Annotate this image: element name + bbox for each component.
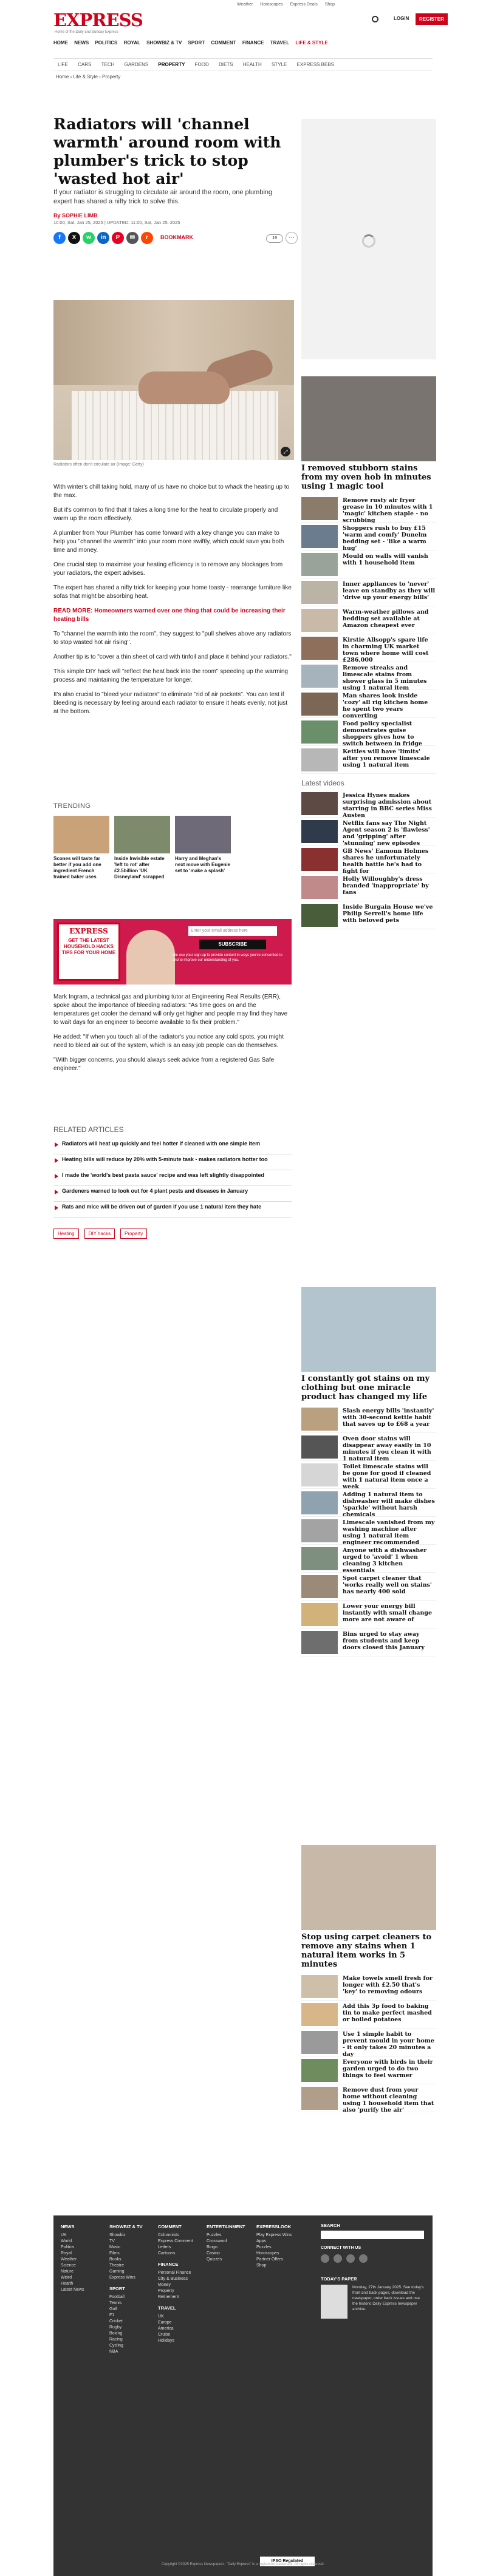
advert-slot	[301, 119, 436, 359]
promo-image	[126, 930, 175, 985]
video-item[interactable]	[301, 846, 436, 873]
video-thumbnail	[301, 820, 338, 843]
paragraph: It's also crucial to "bleed your radiators" to eliminate "rid of air pockets". You can test if bleeding is necessary by feeling around each radiator to ensure it heats evenly, not just at the bottom.	[53, 691, 288, 715]
footer-heading[interactable]: SPORT	[109, 2286, 125, 2291]
subnav-style[interactable]: STYLE	[272, 62, 287, 67]
paragraph: To "channel the warmth into the room", they suggest to "pull shelves above any radiators to stop wasted hot air rising".	[53, 631, 292, 646]
sidebar-item[interactable]	[301, 2084, 436, 2112]
sidebar-item-title: Bins urged to stay away from students and keep doors closed this January	[343, 1631, 425, 1651]
thumbnail	[301, 1575, 338, 1598]
trending-card[interactable]	[114, 816, 170, 895]
sidebar-block-3	[301, 1845, 436, 2112]
sidebar-item[interactable]	[301, 606, 436, 634]
more-options-icon[interactable]: ⋯	[286, 232, 298, 244]
todays-paper	[321, 2276, 424, 2311]
footer-link[interactable]: Puzzles	[207, 2233, 222, 2237]
footer-link[interactable]: Letters	[158, 2245, 171, 2249]
footer-heading[interactable]: NEWS	[61, 2224, 75, 2229]
sidebar-item[interactable]	[301, 690, 436, 718]
logo-tagline: Home of the Daily and Sunday Express	[55, 30, 118, 34]
sidebar-item-title: Limescale vanished from my washing machine after using 1 natural item engineer recommended	[343, 1519, 435, 1546]
paragraph: Mark Ingram, a technical gas and plumbing tutor at Engineering Real Results (ERR), spoke about the importance of bleeding radiators: "As time goes on and the temperatures get cooler the demand will only get higher and people may find they have to wait days for an engineer to become available to fix their problem."	[53, 994, 288, 1026]
video-thumbnail	[301, 792, 338, 815]
related-item[interactable]: I made the 'world's best pasta sauce' recipe and was left slightly disappointed	[53, 1170, 292, 1186]
footer-link[interactable]: Columnists	[158, 2233, 179, 2237]
pinterest-icon[interactable]: P	[112, 232, 124, 244]
tag-diy-hacks[interactable]: DIY hacks	[84, 1229, 115, 1239]
footer-link[interactable]: Politics	[61, 2245, 75, 2249]
video-title: Inside Burgain House we've Philip Serrell's home life with beloved pets	[343, 904, 433, 924]
thumbnail	[301, 525, 338, 548]
thumbnail	[301, 1603, 338, 1626]
footer-link[interactable]: Play Express Wins	[256, 2233, 292, 2237]
subnav-bebs[interactable]: EXPRESS BEBS	[296, 62, 334, 67]
nav-news[interactable]: NEWS	[74, 40, 89, 46]
footer-link[interactable]: Personal Finance	[158, 2271, 191, 2275]
trending-heading: TRENDING	[53, 802, 91, 810]
breadcrumb[interactable]: Home › Life & Style › Property	[56, 74, 121, 80]
subnav-life[interactable]: LIFE	[58, 62, 68, 67]
reddit-icon[interactable]: r	[141, 232, 153, 244]
bookmark-button[interactable]: BOOKMARK	[160, 234, 193, 240]
thumbnail	[301, 2087, 338, 2110]
thumbnail	[301, 1463, 338, 1486]
email-input[interactable]: Enter your email address here	[188, 926, 277, 936]
sidebar-item[interactable]	[301, 634, 436, 662]
sidebar-item[interactable]	[301, 1545, 436, 1573]
footer-link[interactable]: Latest News	[61, 2288, 84, 2292]
sidebar-item[interactable]	[301, 1461, 436, 1489]
register-button[interactable]: REGISTER	[416, 13, 448, 25]
top-link-shop[interactable]: Shop	[324, 2, 335, 7]
paragraph: He added: "If when you touch all of the radiator's you notice any cold spots, you might need to bleed air out of the system, which is an easy job people can do themselves.	[53, 1034, 284, 1049]
sidebar-item[interactable]	[301, 718, 436, 746]
thumbnail	[301, 1975, 338, 1998]
thumbnail	[301, 2031, 338, 2054]
footer-link[interactable]: Books	[109, 2257, 122, 2262]
thumbnail	[301, 1408, 338, 1431]
trending-thumbnail	[114, 816, 170, 853]
trending-thumbnail	[53, 816, 109, 853]
sidebar-item-title: Adding 1 natural item to dishwasher will make dishes 'sparkle' without harsh chemicals	[343, 1491, 435, 1518]
footer-heading[interactable]: COMMENT	[158, 2224, 182, 2229]
footer-link[interactable]: Tennis	[109, 2301, 122, 2305]
paragraph: This simple DIY hack will "reflect the heat back into the room" speeding up the warming process and maintaining the temperature for longer.	[53, 668, 288, 683]
footer-link[interactable]: Golf	[109, 2307, 117, 2311]
footer-heading[interactable]: ENTERTAINMENT	[207, 2224, 245, 2229]
nav-travel[interactable]: TRAVEL	[270, 40, 290, 46]
sidebar-item-title: Remove streaks and limescale stains from shower glass in 5 minutes using 1 natural item	[343, 665, 427, 691]
footer-col-expresslook	[256, 2224, 292, 2269]
paragraph: Another tip is to "cover a thin sheet of card with tinfoil and place it behind your radiators."	[53, 654, 292, 660]
sidebar-feature-title[interactable]: I removed stubborn stains from my oven hob in minutes using 1 magic tool	[301, 464, 431, 491]
youtube-icon[interactable]	[359, 2254, 368, 2263]
footer-link[interactable]: City & Business	[158, 2277, 188, 2281]
footer-link[interactable]: Gaming	[109, 2269, 125, 2274]
footer-link[interactable]: F1	[109, 2313, 115, 2317]
footer-col-comment	[158, 2224, 193, 2344]
trending-title: Inside Invisible estate 'left to rot' after £2.5billion 'UK Disneyland' scrapped	[114, 856, 165, 880]
sidebar-item[interactable]	[301, 578, 436, 606]
promo-logo: EXPRESS	[69, 927, 108, 935]
whatsapp-icon[interactable]: w	[83, 232, 95, 244]
sidebar-item[interactable]	[301, 1629, 436, 1656]
footer-link[interactable]: Property	[158, 2289, 174, 2293]
sidebar-feature-image[interactable]	[301, 1845, 436, 1930]
footer-search-input[interactable]	[321, 2231, 424, 2239]
read-more-link[interactable]: READ MORE: Homeowners warned over one thing that could be increasing their heating bills	[53, 608, 286, 623]
masthead	[53, 6, 444, 46]
footer-link[interactable]: Football	[109, 2295, 125, 2299]
sidebar-item-title: Lower your energy bill instantly with small change more are not aware of	[343, 1603, 433, 1623]
subnav-cars[interactable]: CARS	[78, 62, 92, 67]
article-body-continued	[53, 993, 292, 1079]
footer-link[interactable]: TV	[109, 2239, 115, 2243]
social-icons	[321, 2254, 370, 2265]
footer-link[interactable]: Music	[109, 2245, 121, 2249]
trending-row	[53, 816, 292, 895]
footer-link[interactable]: Cycling	[109, 2344, 123, 2348]
footer-search-heading: SEARCH	[321, 2223, 340, 2228]
footer-link[interactable]: World	[61, 2239, 72, 2243]
sidebar-item[interactable]	[301, 1573, 436, 1601]
nav-comment[interactable]: COMMENT	[211, 40, 236, 46]
sidebar-feature-title[interactable]: I constantly got stains on my clothing but one miracle product has changed my life	[301, 1374, 430, 1402]
article-dates: 10:00, Sat, Jan 25, 2025 | UPDATED: 11:00, Sat, Jan 25, 2025	[53, 220, 180, 225]
sidebar-feature-title[interactable]: Stop using carpet cleaners to remove any stains when 1 natural item works in 5 minutes	[301, 1933, 432, 1969]
footer-link[interactable]: Express Comment	[158, 2239, 193, 2243]
sidebar-item[interactable]	[301, 2029, 436, 2056]
footer-link[interactable]: Films	[109, 2251, 120, 2256]
footer-link[interactable]: Racing	[109, 2337, 123, 2342]
footer-link[interactable]: Europe	[158, 2320, 172, 2325]
login-link[interactable]: LOGIN	[394, 16, 409, 21]
paragraph: But it's common to find that it takes a long time for the heat to circulate properly and warm up the room effectively.	[53, 507, 278, 522]
linkedin-icon[interactable]: in	[97, 232, 109, 244]
sidebar-item-title: Kirstie Allsopp's spare life in charming UK market town where home will cost £286,000	[343, 637, 429, 663]
image-caption: Radiators often don't circulate air (Image: Getty)	[53, 463, 144, 467]
sidebar-item-title: Man shares look inside 'cozy' all rig kitchen home he spent two years converting	[343, 693, 428, 719]
paragraph: The expert has shared a nifty trick for keeping your home toasty - rearrange furniture like sofas that might be absorbing heat.	[53, 585, 292, 600]
nav-politics[interactable]: POLITICS	[95, 40, 118, 46]
sidebar-item-title: Kettles will have 'limits' after you remove limescale using 1 natural item	[343, 748, 430, 768]
sidebar-item[interactable]	[301, 1405, 436, 1433]
topic-tags	[53, 1229, 292, 1239]
trending-card[interactable]	[175, 816, 231, 895]
footer-link[interactable]: Royal	[61, 2251, 72, 2256]
subnav-health[interactable]: HEALTH	[242, 62, 262, 67]
footer-link[interactable]: Theatre	[109, 2263, 125, 2268]
paragraph: One crucial step to maximise your heating efficiency is to remove any blockages from your radiators, the expert advises.	[53, 561, 283, 577]
video-title: Netflix fans say The Night Agent season 2 is 'flawless' and 'gripping' after 'stunning' new episodes	[343, 820, 430, 847]
video-title: Jessica Hynes makes surprising admission about starring in BBC series Miss Austen	[343, 792, 432, 819]
footer-link[interactable]: Nature	[61, 2269, 74, 2274]
sidebar-item[interactable]	[301, 1517, 436, 1545]
site-footer	[53, 2215, 433, 2576]
footer-link[interactable]: Showbiz	[109, 2233, 126, 2237]
tag-heating[interactable]: Heating	[53, 1229, 79, 1239]
subnav-diets[interactable]: DIETS	[219, 62, 233, 67]
footer-heading[interactable]: FINANCE	[158, 2262, 179, 2267]
footer-col-showbiz	[109, 2224, 143, 2355]
footer-link[interactable]: Bingo	[207, 2245, 217, 2249]
paper-front-page[interactable]	[321, 2285, 347, 2319]
nav-finance[interactable]: FINANCE	[242, 40, 264, 46]
subnav-property[interactable]: PROPERTY	[158, 62, 185, 67]
footer-link[interactable]: Holidays	[158, 2339, 174, 2343]
thumbnail	[301, 1519, 338, 1542]
video-item[interactable]	[301, 873, 436, 901]
footer-link[interactable]: UK	[61, 2233, 67, 2237]
promo-disclaimer: We use your sign-up to provide content in ways you've consented to and to improve our understanding of you.	[173, 954, 282, 962]
related-item[interactable]: Heating bills will reduce by 20% with 5-minute task - makes radiators hotter too	[53, 1154, 292, 1170]
promo-title: GET THE LATEST HOUSEHOLD HACKS TIPS FOR YOUR HOME	[61, 938, 116, 955]
footer-link[interactable]: Health	[61, 2282, 74, 2286]
trending-title: Scones will taste far better if you add one ingredient French trained baker uses	[53, 856, 101, 880]
footer-link[interactable]: Cartoons	[158, 2251, 176, 2256]
sidebar-item-title: Oven door stains will disappear away easily in 10 minutes if you clean it with 1 natural item	[343, 1435, 431, 1462]
sidebar-item-title: Everyone with birds in their garden urged to do two things to feel warmer	[343, 2059, 433, 2079]
video-item[interactable]	[301, 790, 436, 818]
nav-home[interactable]: HOME	[53, 40, 68, 46]
video-thumbnail	[301, 904, 338, 927]
thumbnail	[301, 1435, 338, 1459]
thumbnail	[301, 693, 338, 716]
sidebar-item-title: Add this 3p food to baking tin to make perfect mashed or boiled potatoes	[343, 2003, 432, 2023]
nav-life-style[interactable]: LIFE & STYLE	[295, 40, 328, 46]
sidebar-item-title: Mould on walls will vanish with 1 household item	[343, 553, 428, 566]
search-icon[interactable]	[372, 16, 378, 22]
footer-col-news	[61, 2224, 84, 2293]
comment-count[interactable]: 19	[266, 234, 283, 243]
trending-card[interactable]	[53, 816, 109, 895]
related-item[interactable]: Radiators will heat up quickly and feel hotter if cleaned with one simple item	[53, 1139, 292, 1154]
todays-paper-heading: TODAY'S PAPER	[321, 2276, 357, 2282]
sidebar-block-1	[301, 376, 436, 929]
thumbnail	[301, 637, 338, 660]
subscribe-button[interactable]: SUBSCRIBE	[199, 940, 266, 949]
email-icon[interactable]: ✉	[126, 232, 139, 244]
footer-link[interactable]: Horoscopes	[256, 2251, 279, 2256]
sidebar-item-title: Shoppers rush to buy £15 'warm and comfy' Dunelm bedding set - 'like a warm hug'	[343, 525, 427, 552]
nav-sport[interactable]: SPORT	[188, 40, 205, 46]
top-link-weather[interactable]: Weather	[237, 2, 253, 7]
footer-link[interactable]: Apps	[256, 2239, 266, 2243]
promo-card	[57, 923, 120, 981]
article-headline: Radiators will 'channel warmth' around room with plumber's trick to stop 'wasted hot air'	[53, 115, 281, 188]
sub-nav	[53, 58, 433, 70]
footer-link[interactable]: Weather	[61, 2257, 77, 2262]
sidebar-feature-image[interactable]	[301, 376, 436, 461]
footer-link[interactable]: Rugby	[109, 2325, 122, 2330]
facebook-icon[interactable]	[321, 2254, 329, 2263]
loading-spinner-icon	[362, 234, 375, 248]
footer-link[interactable]: Express Wins	[109, 2276, 135, 2280]
sidebar-item[interactable]	[301, 1601, 436, 1629]
paper-description: Monday, 27th January 2025. See today's front and back pages, download the newspaper, order back issues and use the historic Daily Express newspaper archive.	[352, 2285, 424, 2311]
trending-thumbnail	[175, 816, 231, 853]
thumbnail	[301, 1491, 338, 1514]
ipso-badge[interactable]: IPSO Regulated	[260, 2557, 315, 2566]
thumbnail	[301, 1547, 338, 1570]
video-title: Holly Willoughby's dress branded 'inappropriate' by fans	[343, 876, 429, 896]
instagram-icon[interactable]	[346, 2254, 355, 2263]
paragraph: A plumber from Your Plumber has come forward with a key change you can make to help you "channel the warmth" into your room more swiftly, which could save you both time and money.	[53, 530, 284, 554]
related-list	[53, 1139, 292, 1218]
related-item[interactable]: Rats and mice will be driven out of garden if you use 1 natural item they hate	[53, 1202, 292, 1218]
sidebar-block-2	[301, 1287, 436, 1656]
sidebar-item[interactable]	[301, 551, 436, 578]
sidebar-item[interactable]	[301, 2001, 436, 2029]
footer-link[interactable]: Money	[158, 2283, 171, 2287]
footer-link[interactable]: UK	[158, 2314, 164, 2319]
thumbnail	[301, 2059, 338, 2082]
connect-heading: CONNECT WITH US	[321, 2246, 361, 2250]
subnav-tech[interactable]: TECH	[101, 62, 115, 67]
sidebar-item[interactable]	[301, 495, 436, 523]
trending-title: Harry and Meghan's next move with Eugenie set to 'make a splash'	[175, 856, 231, 873]
footer-link[interactable]: Cruise	[158, 2333, 171, 2337]
tag-property[interactable]: Property	[120, 1229, 147, 1239]
top-link-deals[interactable]: Express Deals	[290, 2, 318, 7]
footer-link[interactable]: Casino	[207, 2251, 220, 2256]
sidebar-feature-image[interactable]	[301, 1287, 436, 1372]
footer-link[interactable]: Boxing	[109, 2331, 123, 2336]
thumbnail	[301, 2003, 338, 2026]
sidebar-item[interactable]	[301, 2056, 436, 2084]
sidebar-item-title: Remove rusty air fryer grease in 10 minutes with 1 'magic' kitchen staple - no scrubbing	[343, 497, 433, 524]
video-item[interactable]	[301, 901, 436, 929]
nav-showbiz[interactable]: SHOWBIZ & TV	[146, 40, 182, 46]
video-thumbnail	[301, 848, 338, 871]
paragraph: With winter's chill taking hold, many of us have no choice but to whack the heating up to the max.	[53, 484, 290, 499]
sidebar-item-title: Anyone with a dishwasher urged to 'avoid' 1 when cleaning 3 kitchen essentials	[343, 1547, 427, 1574]
related-item[interactable]: Gardeners warned to look out for 4 plant pests and diseases in January	[53, 1186, 292, 1202]
hero-hand	[139, 371, 230, 404]
footer-heading[interactable]: TRAVEL	[158, 2305, 176, 2311]
footer-link[interactable]: Retirement	[158, 2295, 179, 2299]
sidebar-item[interactable]	[301, 523, 436, 551]
hero-image[interactable]	[53, 300, 294, 460]
share-row	[53, 232, 294, 245]
thumbnail	[301, 553, 338, 576]
footer-heading[interactable]: EXPRESSLOOK	[256, 2224, 292, 2229]
footer-search	[321, 2223, 424, 2239]
thumbnail	[301, 665, 338, 688]
footer-link[interactable]: NBA	[109, 2350, 118, 2354]
video-title: GB News' Eamonn Holmes shares he unfortunately health battle he's had to fight for	[343, 848, 429, 875]
video-thumbnail	[301, 876, 338, 899]
subnav-food[interactable]: FOOD	[194, 62, 209, 67]
related-heading: RELATED ARTICLES	[53, 1125, 124, 1134]
footer-link[interactable]: Partner Offers	[256, 2257, 283, 2262]
paragraph: "With bigger concerns, you should always seek advice from a registered Gas Safe engineer."	[53, 1057, 275, 1072]
thumbnail	[301, 581, 338, 604]
thumbnail	[301, 497, 338, 520]
x-icon[interactable]: X	[68, 232, 80, 244]
sidebar-item-title: Use 1 simple habit to prevent mould in your home - it only takes 20 minutes a day	[343, 2031, 434, 2058]
sidebar-item-title: Make towels smell fresh for longer with £2.50 that's 'key' to removing odours	[343, 1975, 433, 1995]
footer-link[interactable]: Puzzles	[256, 2245, 272, 2249]
sidebar-item[interactable]	[301, 746, 436, 774]
thumbnail	[301, 748, 338, 771]
thumbnail	[301, 720, 338, 744]
article-body	[53, 483, 292, 722]
sidebar-item-title: Food policy specialist demonstrates guise shoppers gives how to switch between in fridge	[343, 720, 422, 747]
footer-link[interactable]: Shop	[256, 2263, 267, 2268]
nav-royal[interactable]: ROYAL	[123, 40, 140, 46]
video-item[interactable]	[301, 818, 436, 846]
footer-link[interactable]: America	[158, 2327, 174, 2331]
expand-icon[interactable]: ⤢	[281, 447, 290, 456]
express-logo[interactable]: EXPRESS	[53, 10, 143, 30]
latest-videos-heading: Latest videos	[301, 779, 344, 787]
sidebar-item-title: Slash energy bills 'instantly' with 30-second kettle habit that saves up to £68 a year	[343, 1408, 434, 1428]
sidebar-item[interactable]	[301, 1433, 436, 1461]
footer-link[interactable]: Science	[61, 2263, 76, 2268]
footer-link[interactable]: Quizzes	[207, 2257, 222, 2262]
copyright: Copyright ©2025 Express Newspapers. "Daily Express" is a registered trademark. All rights reserved.	[161, 2563, 325, 2566]
sidebar-item[interactable]	[301, 662, 436, 690]
sidebar-item[interactable]	[301, 1973, 436, 2001]
footer-heading[interactable]: SHOWBIZ & TV	[109, 2224, 143, 2229]
sidebar-item-title: Toilet limescale stains will be gone for good if cleaned with 1 natural item once a week	[343, 1463, 431, 1490]
main-nav	[53, 40, 433, 51]
subnav-gardens[interactable]: GARDENS	[124, 62, 149, 67]
footer-link[interactable]: Crossword	[207, 2239, 227, 2243]
newsletter-promo	[53, 919, 292, 985]
sidebar-item-title: Remove dust from your home without cleaning using 1 household item that also 'purify the air'	[343, 2087, 434, 2113]
facebook-icon[interactable]: f	[53, 232, 66, 244]
footer-col-entertainment	[207, 2224, 245, 2263]
article-standfirst: If your radiator is struggling to circulate air around the room, one plumbing expert has shared a nifty trick to solve this.	[53, 189, 273, 205]
author-byline[interactable]: By SOPHIE LIMB	[53, 212, 98, 219]
sidebar-item-title: Inner appliances to 'never' leave on standby as they will 'drive up your energy bills'	[343, 581, 436, 601]
sidebar-item-title: Spot carpet cleaner that 'works really well on stains' has nearly 400 sold	[343, 1575, 432, 1595]
footer-link[interactable]: Cricket	[109, 2319, 123, 2323]
x-icon[interactable]	[334, 2254, 342, 2263]
sidebar-item-title: Warm-weather pillows and bedding set available at Amazon cheapest ever	[343, 609, 429, 629]
footer-link[interactable]: Weird	[61, 2276, 72, 2280]
top-link-horoscopes[interactable]: Horoscopes	[260, 2, 283, 7]
thumbnail	[301, 609, 338, 632]
sidebar-item[interactable]	[301, 1489, 436, 1517]
thumbnail	[301, 1631, 338, 1654]
